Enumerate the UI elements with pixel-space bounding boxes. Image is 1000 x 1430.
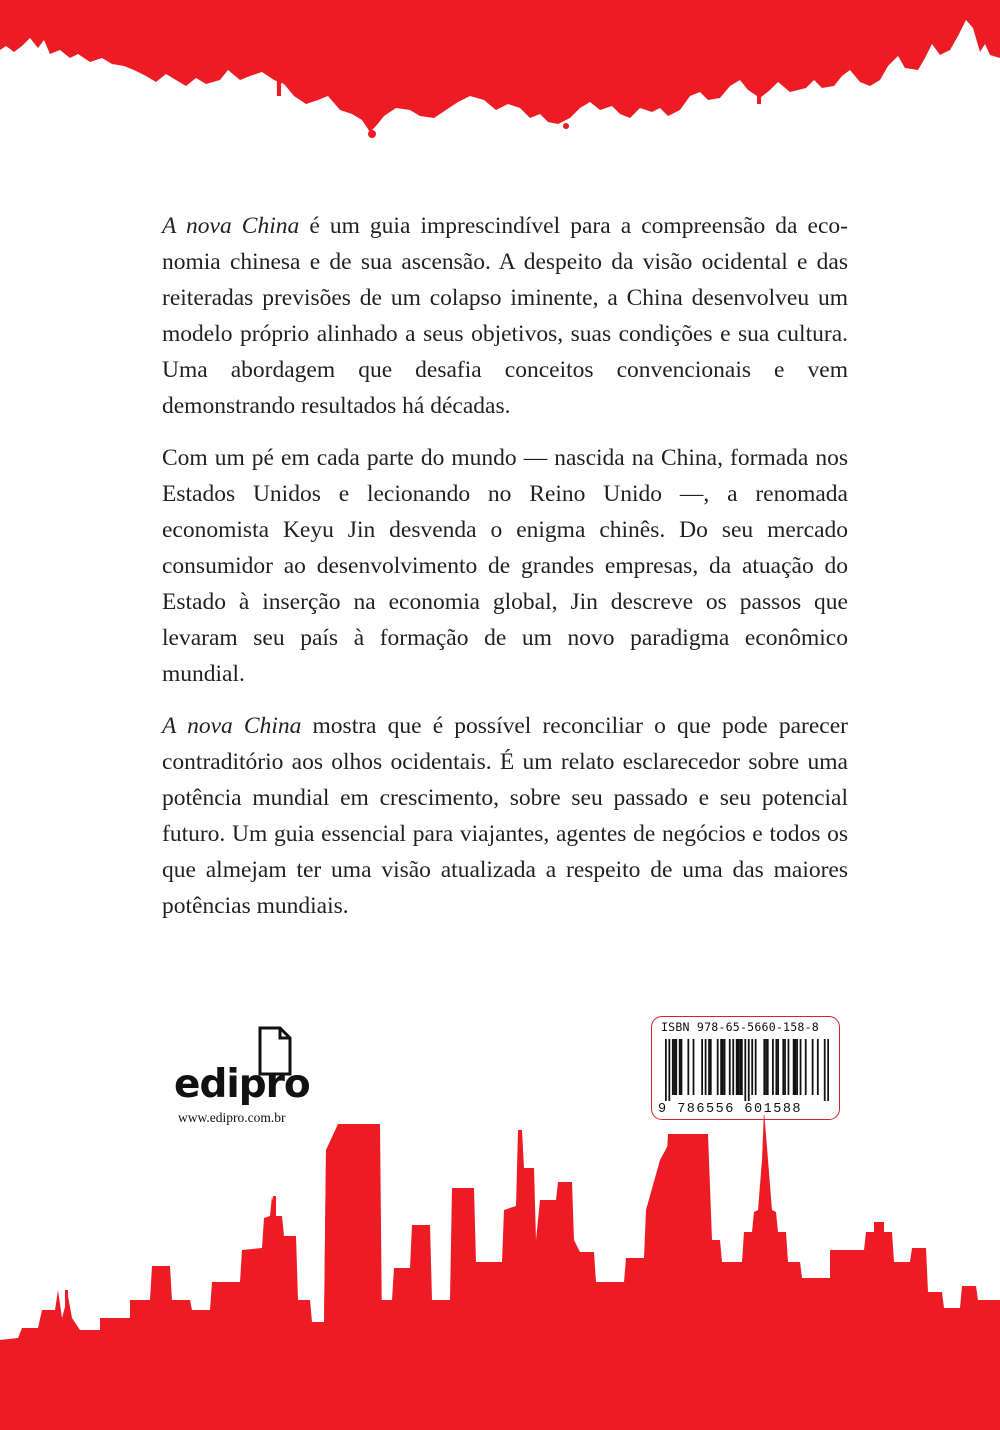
barcode-bar (824, 1039, 826, 1101)
barcode-bar (738, 1039, 740, 1095)
paragraph-2 (162, 440, 848, 692)
barcode-bar (708, 1039, 710, 1095)
barcode-bar (767, 1039, 769, 1095)
publisher-url: www.edipro.com.br (178, 1110, 286, 1125)
barcode-bar (732, 1039, 734, 1095)
isbn-label: ISBN 978-65-5660-158-8 (661, 1020, 819, 1034)
barcode-bar (672, 1039, 674, 1095)
barcode-bar (724, 1039, 726, 1095)
barcode-bar (772, 1039, 774, 1095)
top-silhouette-decoration (0, 0, 1000, 140)
barcode-bar (775, 1039, 777, 1095)
antenna (531, 1178, 533, 1202)
top-silhouette-dot (563, 123, 569, 129)
barcode-bar (681, 1039, 683, 1095)
top-silhouette-spire-left (276, 0, 282, 96)
wordmark-part-b: ro (265, 1062, 310, 1107)
paragraph-3 (162, 708, 848, 924)
barcode-bar (763, 1039, 765, 1095)
skyline-base (0, 1115, 1000, 1430)
paragraph-text: mostra que é possível reconciliar o que pode parecer contraditório aos olhos ocidentais. É um relato esclarecedor sobre uma potência mundial em crescimento, sobre seu passado e seu potencial futuro. Um guia essencial para viajantes, agentes de negócios e todos os que almejam ter uma visão atualizada a respeito de uma das maiores potências mundiais. (162, 713, 848, 919)
antenna (65, 1290, 68, 1310)
barcode-bar (720, 1039, 722, 1095)
barcode-bar (687, 1039, 689, 1095)
barcode-bar (765, 1039, 767, 1095)
back-cover-text (162, 208, 848, 940)
barcode-bar (705, 1039, 707, 1095)
book-title-italic: A nova China (162, 213, 300, 239)
barcode-bar (717, 1039, 719, 1095)
barcode-bar (674, 1039, 676, 1095)
barcode-bar (805, 1039, 807, 1095)
book-title-italic: A nova China (162, 713, 302, 739)
barcode-bar (729, 1039, 731, 1095)
barcode-bar (741, 1039, 743, 1095)
barcode-bar (817, 1039, 819, 1095)
barcode-bar (710, 1039, 712, 1095)
barcode-bar (679, 1039, 681, 1095)
barcode-bar (794, 1039, 796, 1095)
paragraph-text: é um guia imprescindível para a compreensão da economia chinesa e de sua ascensão. A despeito da visão ocidental e das reiteradas previsões de um colapso iminente, a China desenvolveu um modelo próprio alinhado a seus objetivos, suas condições e sua cultura. Uma abordagem que desafia conceitos convencionais e vem demonstrando resultados há décadas. (162, 213, 848, 419)
barcode-bar (739, 1039, 741, 1095)
barcode-bar (800, 1039, 802, 1095)
barcode-bar (827, 1039, 829, 1101)
barcode-bar (665, 1039, 667, 1101)
wordmark-part-a: edip (174, 1062, 266, 1107)
barcode-bar (812, 1039, 814, 1095)
antenna (556, 1232, 558, 1252)
barcode-bar (693, 1039, 695, 1095)
barcode-bar (796, 1039, 798, 1095)
top-silhouette-shape (0, 0, 1000, 132)
skyline-group (0, 1115, 1000, 1430)
barcode (665, 1039, 829, 1101)
barcode-bar (782, 1039, 784, 1095)
antenna (273, 1196, 276, 1218)
barcode-bar (736, 1039, 738, 1095)
barcode-bar (751, 1039, 753, 1095)
paragraph-1 (162, 208, 848, 424)
barcode-bar (675, 1039, 677, 1095)
isbn-digits: 9 786556 601588 (658, 1102, 803, 1117)
barcode-bar (777, 1039, 779, 1095)
publisher-wordmark (174, 1062, 310, 1107)
barcode-bar (722, 1039, 724, 1095)
barcode-bar (793, 1039, 795, 1095)
barcode-bar (668, 1039, 670, 1101)
barcode-bar (744, 1039, 746, 1101)
publisher-logo (174, 1026, 309, 1126)
paragraph-text: Com um pé em cada parte do mundo — nascida na China, formada nos Estados Unidos e lecionando no Reino Unido —, a renomada economista Keyu Jin desvenda o enigma chinês. Do seu mercado consumidor ao desenvolvimento de grandes empresas, da atuação do Estado à inserção na economia global, Jin descreve os passos que levaram seu país à formação de um novo paradigma econômico mundial. (162, 445, 848, 687)
barcode-bar (784, 1039, 786, 1095)
barcode-bar (788, 1039, 790, 1095)
top-silhouette-dot (368, 130, 376, 138)
city-skyline-decoration (0, 1115, 1000, 1430)
tall-left-tower (324, 1124, 382, 1330)
barcode-bar (748, 1039, 750, 1101)
barcode-bar (701, 1039, 703, 1095)
isbn-barcode-box (651, 1016, 840, 1120)
top-silhouette-spire-right (756, 0, 762, 104)
barcode-bar (755, 1039, 757, 1095)
